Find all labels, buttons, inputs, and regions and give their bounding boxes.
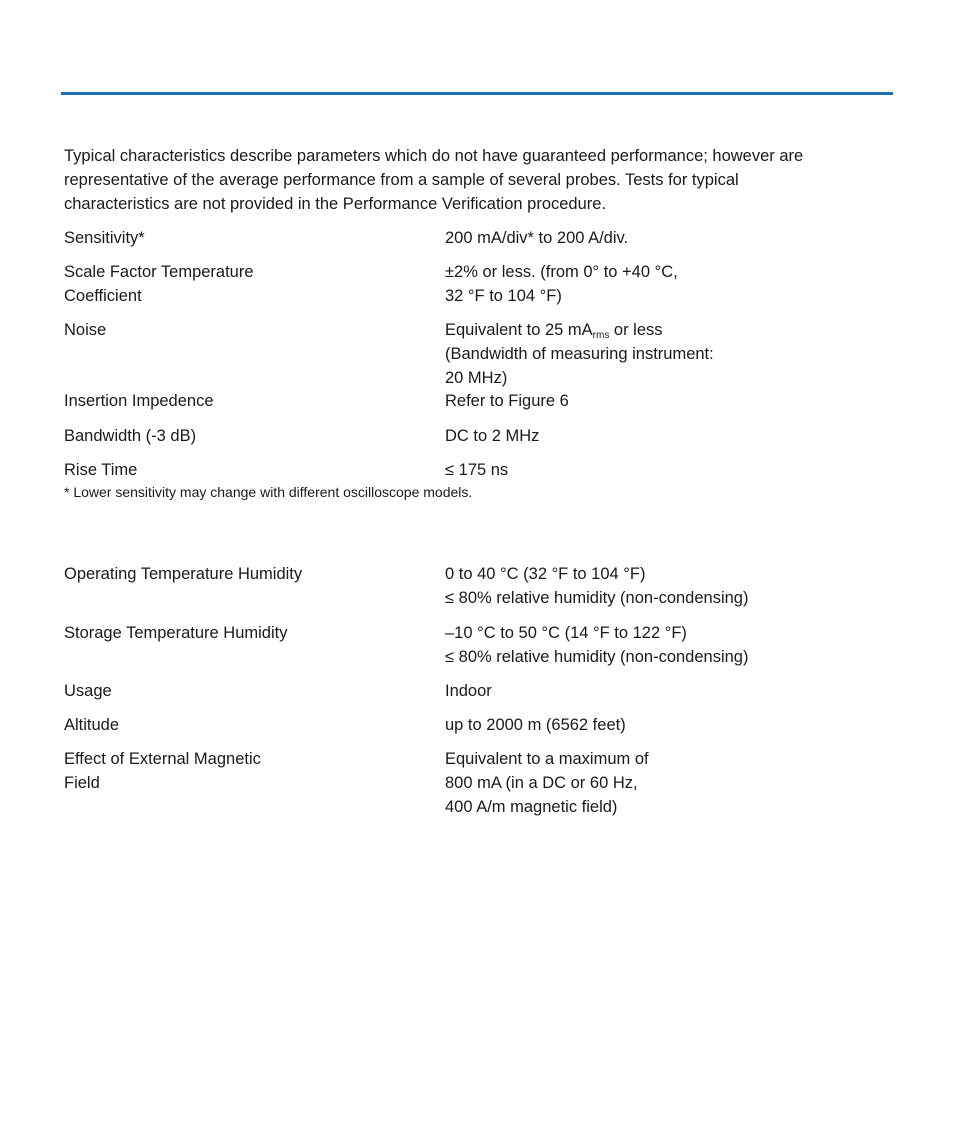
spec-value: DC to 2 MHz bbox=[445, 427, 540, 445]
spec-value bbox=[445, 562, 885, 610]
spec-value-line: ≤ 80% relative humidity (non-condensing) bbox=[445, 648, 749, 666]
intro-line: representative of the average performance from a sample of several probes. Tests for typical bbox=[64, 171, 739, 189]
spec-value-line: ±2% or less. (from 0° to +40 °C, bbox=[445, 263, 678, 281]
spec-value-line: Equivalent to a maximum of bbox=[445, 750, 649, 768]
spec-value: ≤ 175 ns bbox=[445, 461, 509, 479]
spec-value: Refer to Figure 6 bbox=[445, 392, 569, 410]
footnote: * Lower sensitivity may change with different oscilloscope models. bbox=[64, 484, 473, 500]
spec-label-line: Coefficient bbox=[64, 287, 142, 305]
spec-label: Rise Time bbox=[64, 461, 138, 479]
spec-label bbox=[64, 747, 364, 795]
spec-label: Altitude bbox=[64, 716, 120, 734]
spec-label: Usage bbox=[64, 682, 112, 700]
spec-label: Sensitivity* bbox=[64, 229, 145, 247]
spec-label: Bandwidth (-3 dB) bbox=[64, 427, 197, 445]
spec-value bbox=[445, 318, 885, 390]
spec-value bbox=[445, 260, 885, 308]
noise-value-subscript: rms bbox=[592, 330, 610, 341]
spec-value: up to 2000 m (6562 feet) bbox=[445, 716, 626, 734]
spec-value-line: 400 A/m magnetic field) bbox=[445, 798, 618, 816]
spec-label: Noise bbox=[64, 321, 107, 339]
intro-line: characteristics are not provided in the Performance Verification procedure. bbox=[64, 195, 607, 213]
spec-value: Indoor bbox=[445, 682, 492, 700]
spec-label-line: Scale Factor Temperature bbox=[64, 263, 254, 281]
spec-value-line bbox=[445, 318, 885, 342]
spec-value-line: ≤ 80% relative humidity (non-condensing) bbox=[445, 589, 749, 607]
intro-paragraph bbox=[64, 144, 884, 216]
spec-value-line: (Bandwidth of measuring instrument: bbox=[445, 345, 714, 363]
noise-value-suffix: or less bbox=[609, 321, 663, 339]
spec-label: Insertion Impedence bbox=[64, 392, 214, 410]
spec-value-line: 800 mA (in a DC or 60 Hz, bbox=[445, 774, 638, 792]
spec-label: Storage Temperature Humidity bbox=[64, 624, 288, 642]
intro-line: Typical characteristics describe parameters which do not have guaranteed performance; however are bbox=[64, 147, 804, 165]
spec-label-line: Field bbox=[64, 774, 100, 792]
header-rule bbox=[61, 92, 893, 95]
spec-value-line: 32 °F to 104 °F) bbox=[445, 287, 562, 305]
spec-value: 200 mA/div* to 200 A/div. bbox=[445, 229, 629, 247]
noise-value-prefix: Equivalent to 25 mA bbox=[445, 321, 593, 339]
spec-value-line: 0 to 40 °C (32 °F to 104 °F) bbox=[445, 565, 646, 583]
spec-label bbox=[64, 260, 364, 308]
spec-label: Operating Temperature Humidity bbox=[64, 565, 303, 583]
spec-value bbox=[445, 621, 885, 669]
spec-value bbox=[445, 747, 885, 819]
spec-value-line: 20 MHz) bbox=[445, 369, 508, 387]
spec-value-line: –10 °C to 50 °C (14 °F to 122 °F) bbox=[445, 624, 687, 642]
spec-label-line: Effect of External Magnetic bbox=[64, 750, 261, 768]
